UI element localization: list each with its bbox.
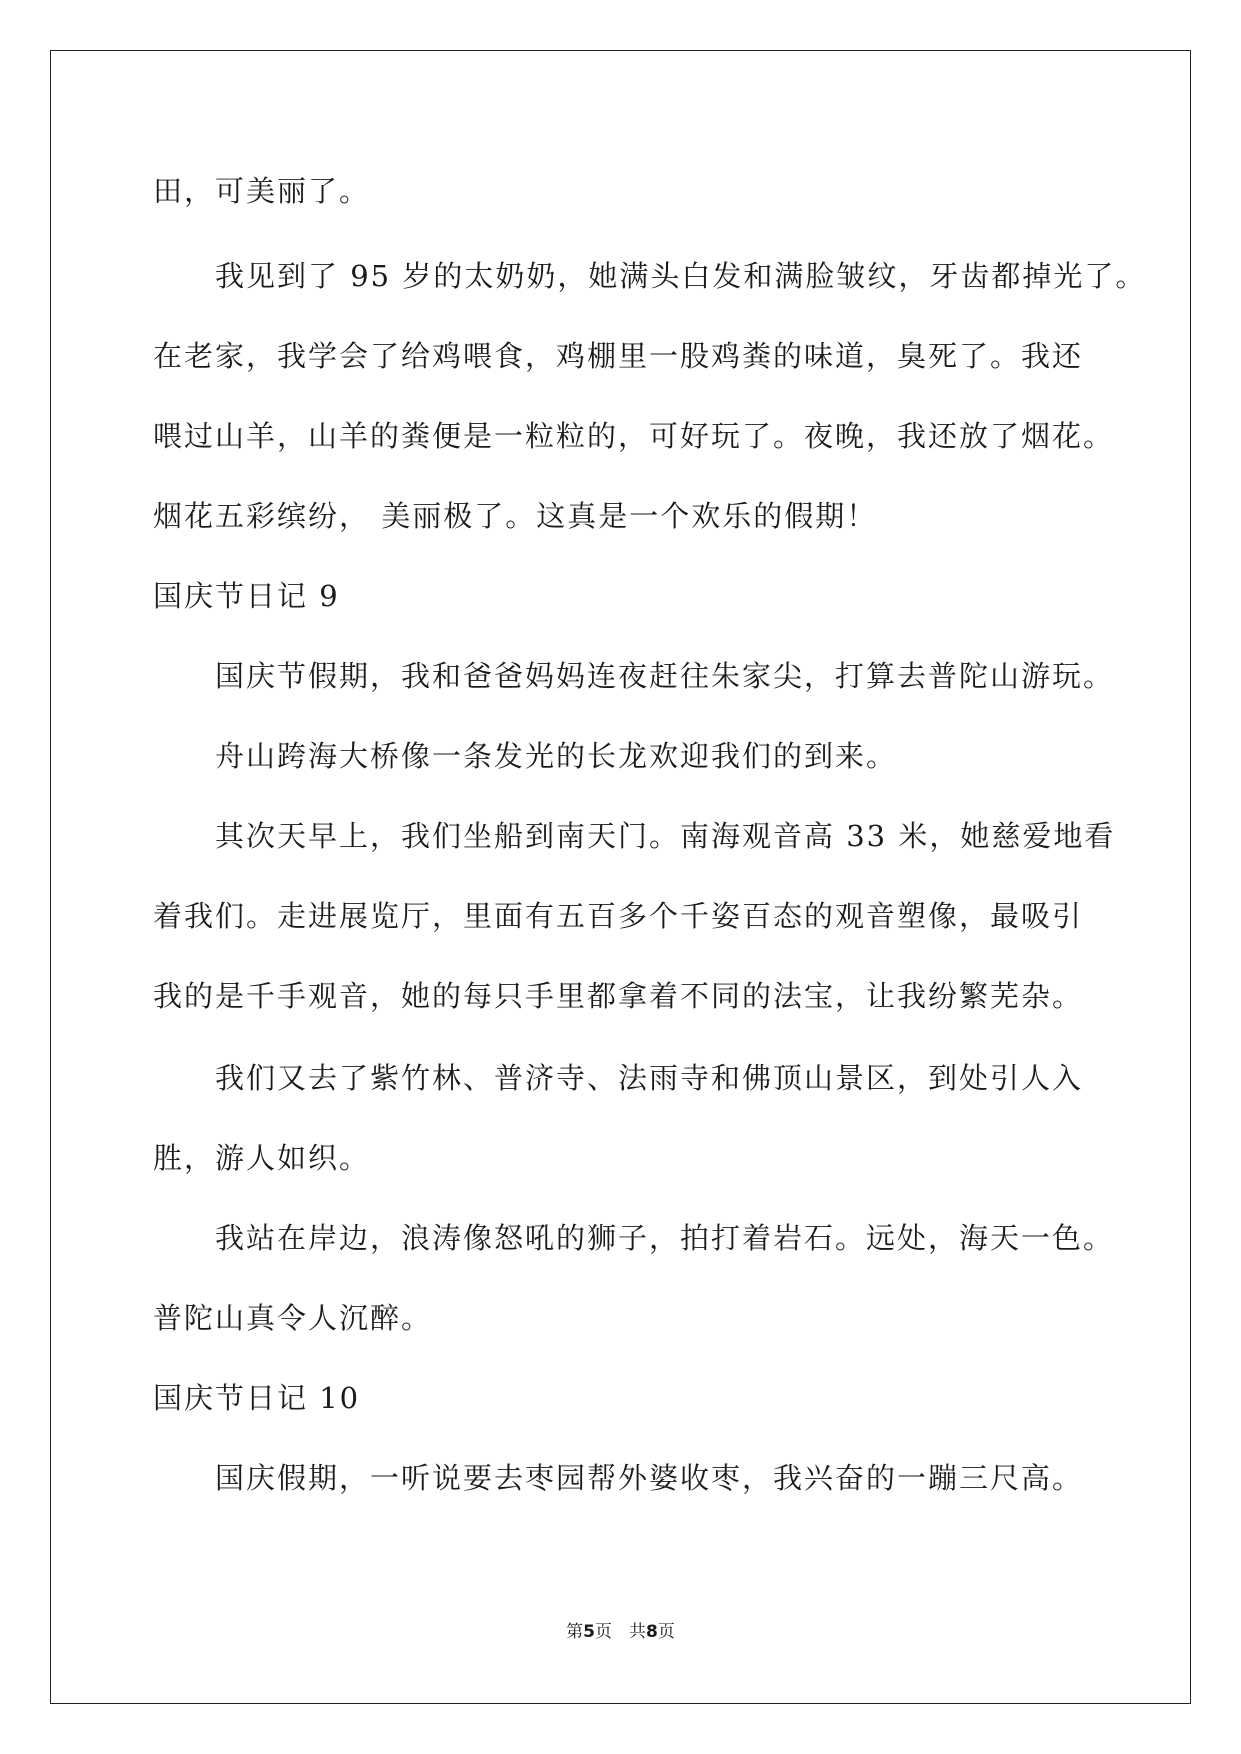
section-heading: 国庆节日记 9 <box>153 579 340 613</box>
footer-middle: 页 共 <box>595 1622 646 1642</box>
paragraph-line: 其次天早上，我们坐船到南天门。南海观音高 33 米，她慈爱地看 <box>215 819 1116 853</box>
paragraph-line: 国庆节假期，我和爸爸妈妈连夜赶往朱家尖，打算去普陀山游玩。 <box>215 659 1115 693</box>
total-page-number: 8 <box>646 1622 658 1642</box>
paragraph-line: 烟花五彩缤纷， 美丽极了。这真是一个欢乐的假期！ <box>153 499 878 533</box>
paragraph-line: 田，可美丽了。 <box>153 174 371 208</box>
current-page-number: 5 <box>583 1622 595 1642</box>
paragraph-line: 我站在岸边，浪涛像怒吼的狮子，拍打着岩石。远处，海天一色。 <box>215 1221 1115 1255</box>
paragraph-line: 舟山跨海大桥像一条发光的长龙欢迎我们的到来。 <box>215 739 898 773</box>
paragraph-line: 我们又去了紫竹林、普济寺、法雨寺和佛顶山景区，到处引人入 <box>215 1061 1084 1095</box>
paragraph-line: 普陀山真令人沉醉。 <box>153 1301 433 1335</box>
paragraph-line: 喂过山羊，山羊的粪便是一粒粒的，可好玩了。夜晚，我还放了烟花。 <box>153 419 1115 453</box>
paragraph-line: 我的是千手观音，她的每只手里都拿着不同的法宝，让我纷繁芜杂。 <box>153 979 1084 1013</box>
page-border <box>50 50 1191 1704</box>
section-heading: 国庆节日记 10 <box>153 1381 361 1415</box>
footer-suffix: 页 <box>657 1622 675 1642</box>
paragraph-line: 胜，游人如织。 <box>153 1141 371 1175</box>
paragraph-line: 国庆假期，一听说要去枣园帮外婆收枣，我兴奋的一蹦三尺高。 <box>215 1461 1084 1495</box>
footer-prefix: 第 <box>566 1622 584 1642</box>
paragraph-line: 在老家，我学会了给鸡喂食，鸡棚里一股鸡粪的味道，臭死了。我还 <box>153 339 1084 373</box>
paragraph-line: 着我们。走进展览厅，里面有五百多个千姿百态的观音塑像，最吸引 <box>153 899 1084 933</box>
page-number-footer <box>0 1617 1241 1642</box>
paragraph-line: 我见到了 95 岁的太奶奶，她满头白发和满脸皱纹，牙齿都掉光了。 <box>215 259 1147 293</box>
